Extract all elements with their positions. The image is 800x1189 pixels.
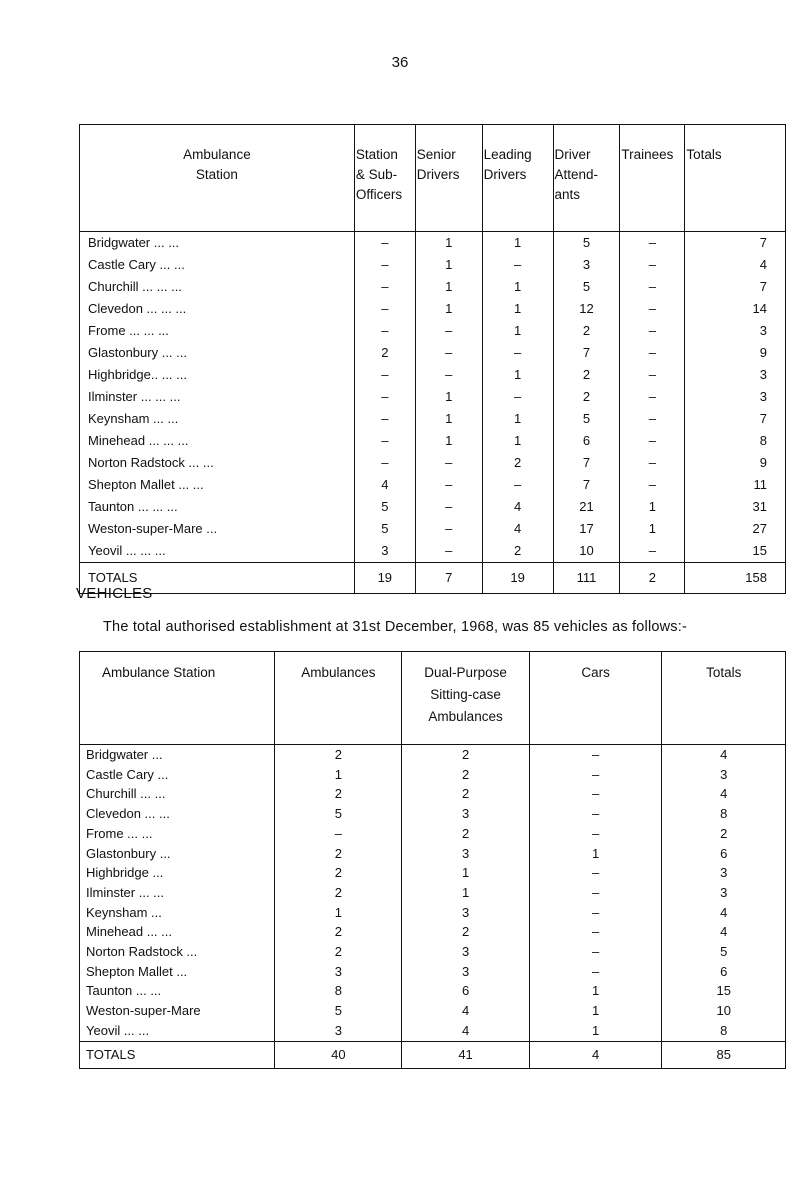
table-row <box>80 298 786 320</box>
staff-totals-row <box>80 563 786 594</box>
row-total: 15 <box>662 981 786 1001</box>
dual-purpose-count: 1 <box>402 863 530 883</box>
senior-drivers-count: 1 <box>415 276 482 298</box>
header-ambulances <box>275 652 402 745</box>
row-total: 14 <box>685 298 786 320</box>
totals-officers: 19 <box>354 563 415 594</box>
dual-purpose-count: 2 <box>402 824 530 844</box>
header-cars <box>529 652 661 745</box>
station-name: Frome ... ... ... <box>80 320 355 342</box>
trainees-count: – <box>620 408 685 430</box>
station-name: Weston-super-Mare <box>80 1001 275 1021</box>
senior-drivers-count: – <box>415 452 482 474</box>
cars-count: 1 <box>529 844 661 864</box>
table-row <box>80 765 786 785</box>
driver-attendants-count: 7 <box>553 474 620 496</box>
ambulances-count: 1 <box>275 903 402 923</box>
header-driver-attendants <box>553 125 620 232</box>
station-name: Yeovil ... ... <box>80 1021 275 1041</box>
driver-attendants-count: 6 <box>553 430 620 452</box>
ambulances-count: 2 <box>275 745 402 765</box>
table-row <box>80 540 786 563</box>
page-number: 36 <box>391 54 409 71</box>
station-name: Clevedon ... ... ... <box>80 298 355 320</box>
totals-label: TOTALS <box>80 563 355 594</box>
station-name: Bridgwater ... ... <box>80 232 355 255</box>
totals-total: 85 <box>662 1041 786 1068</box>
driver-attendants-count: 2 <box>553 364 620 386</box>
dual-purpose-count: 3 <box>402 804 530 824</box>
trainees-count: 1 <box>620 496 685 518</box>
table-row <box>80 962 786 982</box>
staff-header-row <box>80 125 786 232</box>
totals-ambulances: 40 <box>275 1041 402 1068</box>
trainees-count: – <box>620 276 685 298</box>
station-officers-count: – <box>354 320 415 342</box>
header-line: Attend- <box>554 167 599 182</box>
leading-drivers-count: 1 <box>482 232 553 255</box>
leading-drivers-count: – <box>482 474 553 496</box>
dual-purpose-count: 6 <box>402 981 530 1001</box>
senior-drivers-count: – <box>415 496 482 518</box>
vehicles-header-row <box>80 652 786 745</box>
vehicles-totals-row <box>80 1041 786 1068</box>
row-total: 3 <box>662 883 786 903</box>
station-officers-count: – <box>354 364 415 386</box>
driver-attendants-count: 2 <box>553 386 620 408</box>
table-row <box>80 474 786 496</box>
ambulances-count: 5 <box>275 1001 402 1021</box>
station-name: Minehead ... ... <box>80 922 275 942</box>
station-name: Weston-super-Mare ... <box>80 518 355 540</box>
row-total: 6 <box>662 844 786 864</box>
leading-drivers-count: 1 <box>482 364 553 386</box>
row-total: 31 <box>685 496 786 518</box>
dual-purpose-count: 3 <box>402 962 530 982</box>
leading-drivers-count: 1 <box>482 276 553 298</box>
driver-attendants-count: 21 <box>553 496 620 518</box>
leading-drivers-count: 4 <box>482 518 553 540</box>
leading-drivers-count: 1 <box>482 298 553 320</box>
senior-drivers-count: – <box>415 342 482 364</box>
cars-count: – <box>529 784 661 804</box>
dual-purpose-count: 2 <box>402 745 530 765</box>
dual-purpose-count: 4 <box>402 1001 530 1021</box>
totals-label: TOTALS <box>80 1041 275 1068</box>
row-total: 3 <box>685 364 786 386</box>
row-total: 3 <box>685 386 786 408</box>
ambulances-count: 2 <box>275 784 402 804</box>
ambulances-count: 3 <box>275 1021 402 1041</box>
header-ambulance-station <box>80 125 355 232</box>
row-total: 8 <box>685 430 786 452</box>
header-trainees <box>620 125 685 232</box>
trainees-count: – <box>620 254 685 276</box>
dual-purpose-count: 3 <box>402 844 530 864</box>
header-ambulance-station <box>80 652 275 745</box>
totals-senior: 7 <box>415 563 482 594</box>
header-line: Totals <box>686 147 722 162</box>
senior-drivers-count: 1 <box>415 232 482 255</box>
ambulances-count: 8 <box>275 981 402 1001</box>
senior-drivers-count: – <box>415 474 482 496</box>
driver-attendants-count: 5 <box>553 276 620 298</box>
table-row <box>80 981 786 1001</box>
senior-drivers-count: – <box>415 364 482 386</box>
station-name: Clevedon ... ... <box>80 804 275 824</box>
row-total: 10 <box>662 1001 786 1021</box>
row-total: 7 <box>685 232 786 255</box>
station-officers-count: 4 <box>354 474 415 496</box>
station-name: Frome ... ... <box>80 824 275 844</box>
station-name: Yeovil ... ... ... <box>80 540 355 563</box>
header-line: Station <box>355 147 398 162</box>
table-row <box>80 745 786 765</box>
vehicles-intro: The total authorised establishment at 31st December, 1968, was 85 vehicles as follows:- <box>103 619 688 635</box>
header-line: Totals <box>706 665 742 680</box>
leading-drivers-count: 2 <box>482 452 553 474</box>
table-row <box>80 942 786 962</box>
senior-drivers-count: 1 <box>415 430 482 452</box>
senior-drivers-count: 1 <box>415 408 482 430</box>
station-name: Glastonbury ... ... <box>80 342 355 364</box>
station-officers-count: – <box>354 254 415 276</box>
header-senior-drivers <box>415 125 482 232</box>
totals-dual: 41 <box>402 1041 530 1068</box>
table-row <box>80 386 786 408</box>
header-line: ants <box>554 187 581 202</box>
row-total: 7 <box>685 408 786 430</box>
station-name: Churchill ... ... ... <box>80 276 355 298</box>
header-line: Ambulance Station <box>102 665 216 680</box>
table-row <box>80 430 786 452</box>
cars-count: 1 <box>529 1021 661 1041</box>
cars-count: – <box>529 903 661 923</box>
cars-count: – <box>529 922 661 942</box>
trainees-count: – <box>620 386 685 408</box>
station-name: Norton Radstock ... ... <box>80 452 355 474</box>
leading-drivers-count: – <box>482 342 553 364</box>
dual-purpose-count: 2 <box>402 922 530 942</box>
station-officers-count: 2 <box>354 342 415 364</box>
ambulances-count: 2 <box>275 863 402 883</box>
senior-drivers-count: – <box>415 518 482 540</box>
senior-drivers-count: – <box>415 540 482 563</box>
ambulances-count: 3 <box>275 962 402 982</box>
ambulances-count: – <box>275 824 402 844</box>
trainees-count: – <box>620 430 685 452</box>
trainees-count: – <box>620 320 685 342</box>
station-officers-count: – <box>354 276 415 298</box>
trainees-count: – <box>620 364 685 386</box>
station-name: Bridgwater ... <box>80 745 275 765</box>
dual-purpose-count: 2 <box>402 765 530 785</box>
leading-drivers-count: 2 <box>482 540 553 563</box>
senior-drivers-count: 1 <box>415 254 482 276</box>
station-name: Ilminster ... ... ... <box>80 386 355 408</box>
station-name: Shepton Mallet ... <box>80 962 275 982</box>
station-name: Taunton ... ... <box>80 981 275 1001</box>
ambulances-count: 2 <box>275 844 402 864</box>
row-total: 4 <box>685 254 786 276</box>
station-name: Castle Cary ... <box>80 765 275 785</box>
header-line: Drivers <box>483 167 527 182</box>
cars-count: 1 <box>529 1001 661 1021</box>
table-row <box>80 254 786 276</box>
totals-cars: 4 <box>529 1041 661 1068</box>
trainees-count: – <box>620 474 685 496</box>
dual-purpose-count: 2 <box>402 784 530 804</box>
trainees-count: – <box>620 452 685 474</box>
leading-drivers-count: – <box>482 386 553 408</box>
vehicles-table <box>79 651 786 1069</box>
ambulances-count: 2 <box>275 922 402 942</box>
station-name: Castle Cary ... ... <box>80 254 355 276</box>
table-row <box>80 804 786 824</box>
station-name: Taunton ... ... ... <box>80 496 355 518</box>
driver-attendants-count: 7 <box>553 452 620 474</box>
trainees-count: – <box>620 298 685 320</box>
table-row <box>80 863 786 883</box>
header-line: Trainees <box>621 147 674 162</box>
driver-attendants-count: 12 <box>553 298 620 320</box>
leading-drivers-count: 1 <box>482 320 553 342</box>
header-totals <box>685 125 786 232</box>
station-officers-count: – <box>354 232 415 255</box>
header-line: Ambulances <box>301 665 376 680</box>
row-total: 4 <box>662 784 786 804</box>
row-total: 4 <box>662 903 786 923</box>
driver-attendants-count: 5 <box>553 408 620 430</box>
table-row <box>80 408 786 430</box>
driver-attendants-count: 5 <box>553 232 620 255</box>
dual-purpose-count: 4 <box>402 1021 530 1041</box>
cars-count: 1 <box>529 981 661 1001</box>
header-line: & Sub- <box>355 167 398 182</box>
table-row <box>80 320 786 342</box>
leading-drivers-count: 1 <box>482 430 553 452</box>
station-name: Ilminster ... ... <box>80 883 275 903</box>
station-officers-count: – <box>354 430 415 452</box>
station-officers-count: – <box>354 298 415 320</box>
ambulances-count: 5 <box>275 804 402 824</box>
header-line: Dual-Purpose <box>424 665 507 680</box>
station-name: Norton Radstock ... <box>80 942 275 962</box>
row-total: 4 <box>662 922 786 942</box>
row-total: 6 <box>662 962 786 982</box>
row-total: 11 <box>685 474 786 496</box>
trainees-count: – <box>620 540 685 563</box>
table-row <box>80 824 786 844</box>
cars-count: – <box>529 745 661 765</box>
header-line: Ambulances <box>428 709 503 724</box>
table-row <box>80 276 786 298</box>
row-total: 4 <box>662 745 786 765</box>
table-row <box>80 922 786 942</box>
table-row <box>80 844 786 864</box>
leading-drivers-count: 1 <box>482 408 553 430</box>
row-total: 27 <box>685 518 786 540</box>
driver-attendants-count: 2 <box>553 320 620 342</box>
leading-drivers-count: – <box>482 254 553 276</box>
station-officers-count: 5 <box>354 496 415 518</box>
header-line: Drivers <box>416 167 460 182</box>
header-line: Driver <box>554 147 591 162</box>
station-name: Churchill ... ... <box>80 784 275 804</box>
table-row <box>80 496 786 518</box>
cars-count: – <box>529 824 661 844</box>
senior-drivers-count: 1 <box>415 386 482 408</box>
station-name: Keynsham ... <box>80 903 275 923</box>
header-totals <box>662 652 786 745</box>
ambulances-count: 2 <box>275 883 402 903</box>
dual-purpose-count: 3 <box>402 942 530 962</box>
table-row <box>80 452 786 474</box>
section-title-vehicles: VEHICLES <box>76 585 153 602</box>
table-row <box>80 903 786 923</box>
trainees-count: – <box>620 342 685 364</box>
station-name: Highbridge ... <box>80 863 275 883</box>
trainees-count: 1 <box>620 518 685 540</box>
station-officers-count: – <box>354 408 415 430</box>
driver-attendants-count: 3 <box>553 254 620 276</box>
header-leading-drivers <box>482 125 553 232</box>
row-total: 5 <box>662 942 786 962</box>
table-row <box>80 342 786 364</box>
station-name: Minehead ... ... ... <box>80 430 355 452</box>
ambulances-count: 1 <box>275 765 402 785</box>
senior-drivers-count: 1 <box>415 298 482 320</box>
header-station-officers <box>354 125 415 232</box>
row-total: 15 <box>685 540 786 563</box>
table-row <box>80 232 786 255</box>
totals-leading: 19 <box>482 563 553 594</box>
totals-attendants: 111 <box>553 563 620 594</box>
senior-drivers-count: – <box>415 320 482 342</box>
station-officers-count: – <box>354 386 415 408</box>
cars-count: – <box>529 765 661 785</box>
station-officers-count: – <box>354 452 415 474</box>
table-row <box>80 1001 786 1021</box>
totals-total: 158 <box>685 563 786 594</box>
row-total: 8 <box>662 804 786 824</box>
station-officers-count: 3 <box>354 540 415 563</box>
header-line: Leading <box>483 147 532 162</box>
header-line: Station <box>195 167 238 182</box>
row-total: 9 <box>685 342 786 364</box>
station-name: Keynsham ... ... <box>80 408 355 430</box>
table-row <box>80 883 786 903</box>
dual-purpose-count: 1 <box>402 883 530 903</box>
dual-purpose-count: 3 <box>402 903 530 923</box>
row-total: 3 <box>685 320 786 342</box>
header-line: Sitting-case <box>430 687 501 702</box>
header-line: Cars <box>581 665 610 680</box>
table-row <box>80 784 786 804</box>
table-row <box>80 364 786 386</box>
cars-count: – <box>529 863 661 883</box>
header-line: Officers <box>355 187 403 202</box>
header-line: Senior <box>416 147 456 162</box>
leading-drivers-count: 4 <box>482 496 553 518</box>
cars-count: – <box>529 883 661 903</box>
row-total: 3 <box>662 863 786 883</box>
staff-table <box>79 124 786 594</box>
station-name: Highbridge.. ... ... <box>80 364 355 386</box>
row-total: 7 <box>685 276 786 298</box>
header-line: Ambulance <box>183 147 251 162</box>
cars-count: – <box>529 942 661 962</box>
station-officers-count: 5 <box>354 518 415 540</box>
row-total: 2 <box>662 824 786 844</box>
row-total: 8 <box>662 1021 786 1041</box>
trainees-count: – <box>620 232 685 255</box>
table-row <box>80 1021 786 1041</box>
row-total: 3 <box>662 765 786 785</box>
station-name: Shepton Mallet ... ... <box>80 474 355 496</box>
station-name: Glastonbury ... <box>80 844 275 864</box>
table-row <box>80 518 786 540</box>
driver-attendants-count: 10 <box>553 540 620 563</box>
ambulances-count: 2 <box>275 942 402 962</box>
cars-count: – <box>529 962 661 982</box>
driver-attendants-count: 17 <box>553 518 620 540</box>
driver-attendants-count: 7 <box>553 342 620 364</box>
totals-trainees: 2 <box>620 563 685 594</box>
cars-count: – <box>529 804 661 824</box>
row-total: 9 <box>685 452 786 474</box>
header-dual-purpose <box>402 652 530 745</box>
